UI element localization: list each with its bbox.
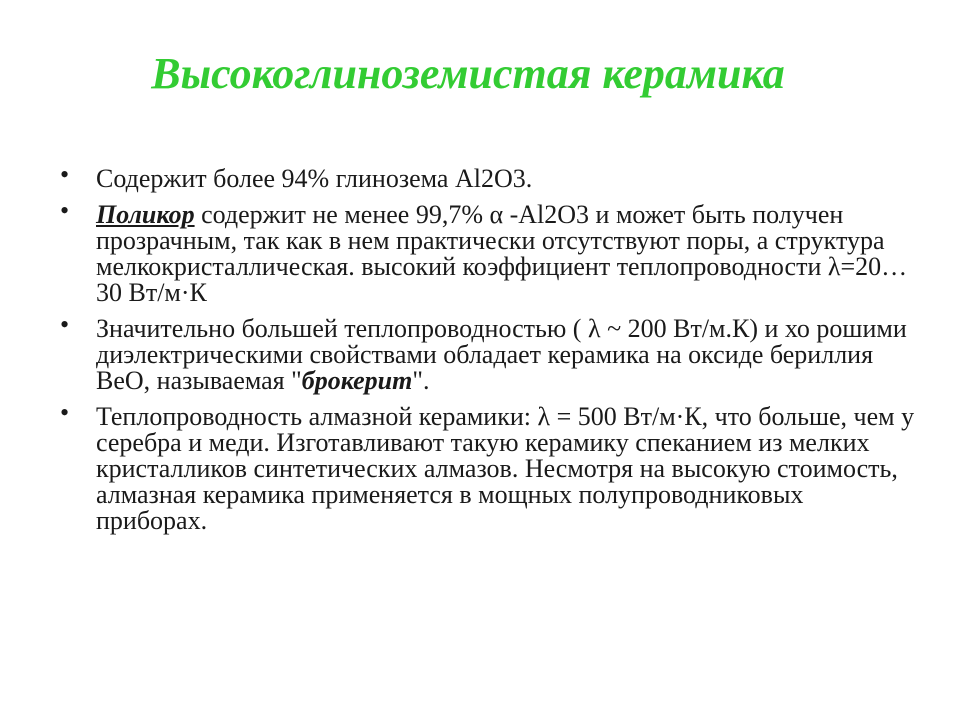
bullet-text-end: ".	[412, 366, 430, 395]
bullet-icon: •	[60, 310, 70, 339]
bullet-item-brokerit	[60, 310, 920, 395]
bullet-item-polikor	[60, 196, 920, 307]
term-brokerit: брокерит	[301, 366, 413, 395]
bullet-item-alumina-content	[60, 160, 920, 193]
bullet-item-diamond-ceramic	[60, 398, 920, 535]
bullet-text: Содержит более 94% глинозема Al2O3.	[96, 164, 533, 193]
bullet-text: Значительно большей теплопроводностью ( λ ~ 200 Вт/м.К) и хо рошими диэлектрическими свойствами обладает керамика на оксиде бериллия BeO, называемая "	[96, 314, 907, 395]
bullet-text: Теплопроводность алмазной керамики: λ = 500 Вт/м·К, что больше, чем у серебра и меди. Изготавливают такую керамику спеканием из мелких кристалликов синтетических алмазов. Несмотря на высокую стоимость, алмазная керамика применяется в мощных полупроводниковых приборах.	[96, 402, 915, 535]
term-polikor: Поликор	[96, 200, 195, 229]
bullet-text: содержит не менее 99,7% α -Al2O3 и может быть получен прозрачным, так как в нем практически отсутствуют поры, а структура мелкокристаллическая. высокий коэффициент теплопроводности λ=20…30 Вт/м·К	[96, 200, 908, 307]
bullet-list	[60, 160, 920, 544]
slide-title: Высокоглиноземистая керамика	[151, 49, 785, 98]
bullet-icon: •	[60, 196, 70, 225]
bullet-icon: •	[60, 160, 70, 189]
bullet-icon: •	[60, 398, 70, 427]
